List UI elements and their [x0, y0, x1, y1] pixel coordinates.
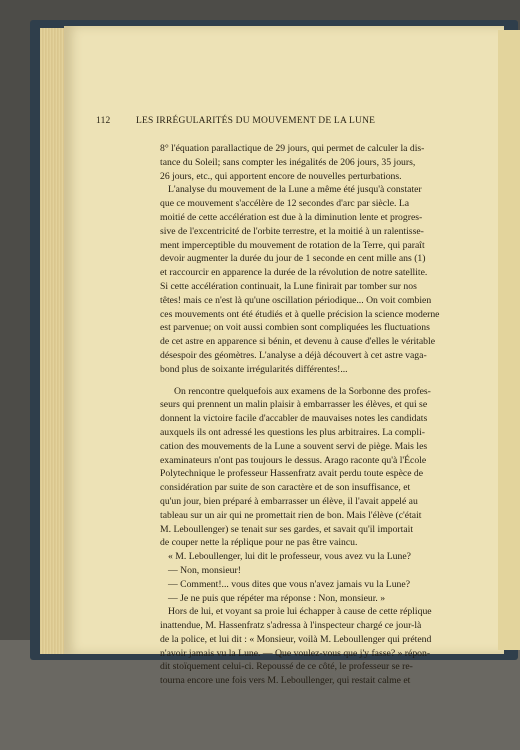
text-line: sive de l'excentricité de l'orbite terrestre, et la moitié à un ralentisse-: [160, 225, 424, 237]
text-line: et raccourcir en apparence la durée de la révolution de notre satellite.: [160, 267, 428, 279]
text-line: est parvenue; on voit aussi combien sont compliquées les fluctuations: [160, 322, 430, 334]
page-number: 112: [96, 116, 111, 126]
text-line: ment imperceptible du mouvement de rotation de la Terre, qui paraît: [160, 239, 425, 251]
running-title: LES IRRÉGULARITÉS DU MOUVEMENT DE LA LUNE: [136, 116, 376, 126]
text-line: M. Leboullenger) se tenait sur ses gardes, et savait qu'il importait: [160, 523, 414, 535]
text-line: examinateurs n'ont pas toujours le dessus. Arago raconte qu'à l'École: [160, 454, 427, 466]
text-line: dit stoïquement celui-ci. Repoussé de ce côté, le professeur se re-: [160, 661, 413, 673]
text-line: considération par suite de son caractère et de son insuffisance, et: [160, 482, 411, 494]
text-line: de cet astre en apparence si bénin, et devenu à cause d'elles le véritable: [160, 336, 436, 348]
text-line: tance du Soleil; sans compter les inégalités de 206 jours, 35 jours,: [160, 156, 416, 168]
text-line: Polytechnique le professeur Hassenfratz avait perdu toute espèce de: [160, 468, 424, 480]
text-line: têtes! mais ce n'est là qu'une oscillation périodique... On voit combien: [160, 294, 432, 306]
text-line: qu'un jour, bien préparé à embarrasser un élève, il l'avait appelé au: [160, 495, 418, 507]
text-line: cation des mouvements de la Lune a souvent servi de piège. Mais les: [160, 440, 428, 452]
text-line: 8° l'équation parallactique de 29 jours, qui permet de calculer la dis-: [160, 143, 425, 154]
text-line: auxquels ils ont adressé les questions les plus arbitraires. La compli-: [160, 426, 426, 438]
text-line: tourna encore une fois vers M. Leboullenger, qui restait calme et: [160, 675, 411, 687]
text-line: L'analyse du mouvement de la Lune a même été jusqu'à constater: [168, 184, 422, 196]
facing-page-edge: [498, 30, 520, 650]
text-line: 26 jours, etc., qui apportent encore de nouvelles perturbations.: [160, 170, 402, 182]
text-line: de la police, et lui dit : « Monsieur, voilà M. Leboullenger qui prétend: [160, 633, 432, 645]
text-line: bond plus de soixante irrégularités différentes!...: [160, 363, 348, 375]
text-line: inattendue, M. Hassenfratz s'adressa à l'inspecteur chargé ce jour-là: [160, 620, 422, 632]
text-line: « M. Leboullenger, lui dit le professeur, vous avez vu la Lune?: [168, 551, 411, 563]
text-line: seurs qui prennent un malin plaisir à embarrasser les élèves, et qui se: [160, 399, 428, 411]
text-line: donnent la victoire facile d'accabler de mauvaises notes les candidats: [160, 413, 428, 425]
text-line: On rencontre quelquefois aux examens de la Sorbonne des profes-: [174, 385, 431, 397]
text-line: de couper nette la réplique pour ne pas être vaincu.: [160, 537, 358, 549]
text-line: — Je ne puis que répéter ma réponse : Non, monsieur. »: [168, 592, 386, 604]
text-line: tableau sur un air qui ne promettait rien de bon. Mais l'élève (c'était: [160, 509, 422, 521]
body-text: [160, 142, 456, 688]
text-line: n'avoir jamais vu la Lune. — Que voulez-vous que j'y fasse? » répon-: [160, 647, 431, 659]
text-line: devoir augmenter la durée du jour de 1 seconde en cent mille ans (1): [160, 253, 426, 265]
text-line: désespoir des géomètres. L'analyse a déjà découvert à cet astre vaga-: [160, 349, 427, 361]
text-line: — Non, monsieur!: [168, 564, 241, 576]
text-line: Si cette accélération continuait, la Lune finirait par tomber sur nos: [160, 280, 417, 292]
text-line: ces mouvements ont été étudiés et à quelle précision la science moderne: [160, 308, 440, 320]
text-line: — Comment!... vous dites que vous n'avez jamais vu la Lune?: [168, 578, 410, 590]
text-line: que ce mouvement s'accélère de 12 secondes d'arc par siècle. La: [160, 198, 410, 210]
text-line: moitié de cette accélération est due à la diminution lente et progres-: [160, 211, 423, 223]
text-line: Hors de lui, et voyant sa proie lui échapper à cause de cette réplique: [168, 606, 432, 618]
